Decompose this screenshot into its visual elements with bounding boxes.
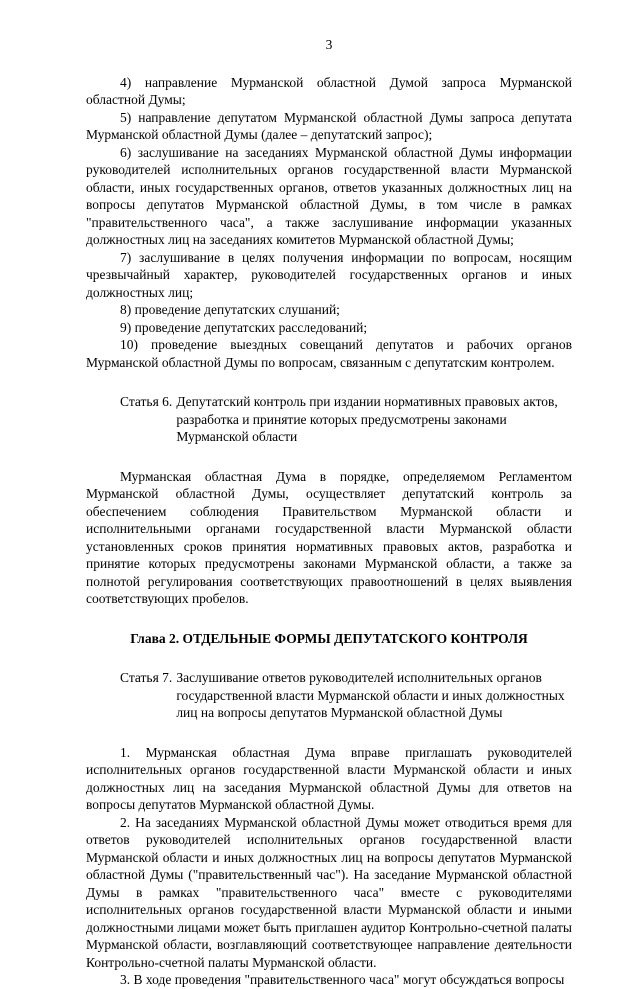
page-number: 3 <box>325 37 333 52</box>
paragraph: 3. В ходе проведения "правительственного часа" могут обсуждаться вопросы <box>120 972 565 987</box>
document-page <box>86 36 572 989</box>
article-7-heading <box>86 669 572 722</box>
list-item: 7) заслушивание в целях получения информации по вопросам, носящим чрезвычайный характер, руководителей государственных органов и иных должностных лиц; <box>86 249 572 300</box>
article-label: Статья 6. <box>120 394 173 409</box>
list-item: 10) проведение выездных совещаний депутатов и рабочих органов Мурманской областной Думы по вопросам, связанным с депутатским контролем. <box>86 337 572 370</box>
article-6-heading <box>86 393 572 446</box>
article-title: Депутатский контроль при издании нормативных правовых актов, разработка и принятие которых предусмотрены законами Мурманской области <box>176 394 558 444</box>
list-item: 6) заслушивание на заседаниях Мурманской областной Думы информации руководителей исполнительных органов государственной власти Мурманской области, иных государственных органов, ответов указанных должностных лиц на вопросы депутатов Мурманской областной Думы, в том числе в рамках "правительственного часа", а также заслушивание информации указанных должностных лиц на заседаниях комитетов Мурманской областной Думы; <box>86 144 572 247</box>
list-item: 4) направление Мурманской областной Думой запроса Мурманской областной Думы; <box>86 74 572 107</box>
list-item: 9) проведение депутатских расследований; <box>120 319 368 335</box>
paragraph: 2. На заседаниях Мурманской областной Думы может отводиться время для ответов руководителей исполнительных органов государственной власти Мурманской области и иных должностных лиц на вопросы депутатов Мурманской областной Думы ("правительственный час"). На заседание Мурманской областной Думы в рамках "правительственного часа" вместе с руководителями исполнительных органов государственной власти Мурманской области и иными должностными лицами может быть приглашен аудитор Контрольно-счетной палаты Мурманской области, возглавляющий соответствующее направление деятельности Контрольно-счетной палаты Мурманской области. <box>86 814 572 970</box>
list-item: 5) направление депутатом Мурманской областной Думы запроса депутата Мурманской областной Думы (далее – депутатский запрос); <box>86 109 572 142</box>
article-label: Статья 7. <box>120 670 173 685</box>
article-6-text: Мурманская областная Дума в порядке, определяемом Регламентом Мурманской областной Думы, осуществляет депутатский контроль за обеспечением соблюдения Правительством Мурманской области и исполнительными органами государственной власти Мурманской области установленных сроков принятия нормативных правовых актов, разработка и принятие которых предусмотрены законами Мурманской области, а также за полнотой регулирования соответствующих правоотношений в целях выявления соответствующих пробелов. <box>86 468 572 606</box>
article-title: Заслушивание ответов руководителей исполнительных органов государственной власти Мурманской области и иных должностных лиц на вопросы депутатов Мурманской областной Думы <box>176 670 565 720</box>
paragraph: 1. Мурманская областная Дума вправе приглашать руководителей исполнительных органов государственной власти Мурманской области и иных должностных лиц на заседания Мурманской областной Думы для ответов на вопросы депутатов Мурманской областной Думы. <box>86 744 572 812</box>
list-item: 8) проведение депутатских слушаний; <box>120 302 340 317</box>
chapter-heading: Глава 2. ОТДЕЛЬНЫЕ ФОРМЫ ДЕПУТАТСКОГО КОНТРОЛЯ <box>130 630 528 646</box>
